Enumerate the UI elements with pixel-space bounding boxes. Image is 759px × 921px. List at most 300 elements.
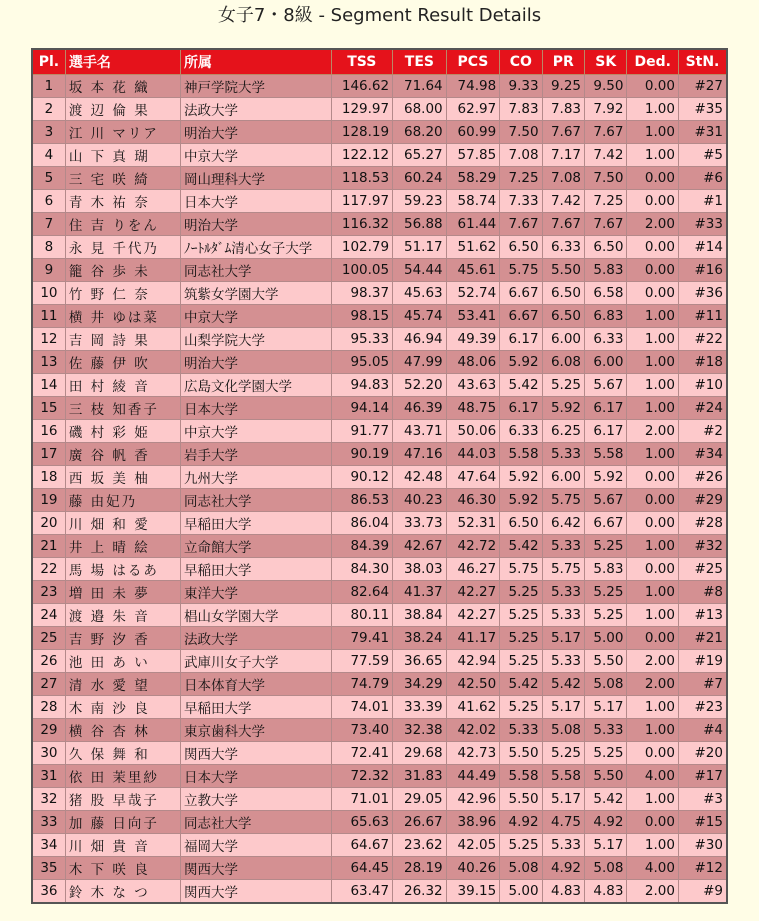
co-cell: 5.25 [500,834,542,857]
co-cell: 6.17 [500,328,542,351]
tss-cell: 98.37 [331,282,393,305]
skater-name-cell: 三 枝 知香子 [65,397,180,420]
col-header-affiliation: 所属 [180,49,331,75]
co-cell: 5.50 [500,742,542,765]
table-row [32,696,727,719]
tss-cell: 64.45 [331,857,393,880]
sk-cell: 6.33 [585,328,627,351]
co-cell: 6.33 [500,420,542,443]
place-cell: 14 [32,374,65,397]
pr-cell: 4.75 [542,811,584,834]
tss-cell: 129.97 [331,98,393,121]
table-row [32,673,727,696]
place-cell: 30 [32,742,65,765]
affiliation-cell: 広島文化学園大学 [180,374,331,397]
affiliation-cell: 明治大学 [180,121,331,144]
deductions-cell: 0.00 [627,167,679,190]
pr-cell: 6.08 [542,351,584,374]
co-cell: 5.58 [500,443,542,466]
place-cell: 4 [32,144,65,167]
table-row [32,627,727,650]
pr-cell: 5.08 [542,719,584,742]
deductions-cell: 1.00 [627,374,679,397]
place-cell: 12 [32,328,65,351]
tes-cell: 45.74 [393,305,447,328]
pr-cell: 7.67 [542,213,584,236]
co-cell: 5.42 [500,673,542,696]
co-cell: 7.67 [500,213,542,236]
sk-cell: 7.25 [585,190,627,213]
start-number-cell: #1 [678,190,727,213]
table-row [32,466,727,489]
deductions-cell: 1.00 [627,305,679,328]
start-number-cell: #26 [678,466,727,489]
tes-cell: 40.23 [393,489,447,512]
pr-cell: 5.33 [542,443,584,466]
start-number-cell: #18 [678,351,727,374]
co-cell: 5.75 [500,259,542,282]
start-number-cell: #2 [678,420,727,443]
skater-name-cell: 増 田 未 夢 [65,581,180,604]
pr-cell: 5.75 [542,489,584,512]
table-row [32,75,727,98]
table-row [32,397,727,420]
skater-name-cell: 久 保 舞 和 [65,742,180,765]
skater-name-cell: 清 水 愛 望 [65,673,180,696]
skater-name-cell: 木 下 咲 良 [65,857,180,880]
affiliation-cell: 武庫川女子大学 [180,650,331,673]
co-cell: 5.33 [500,719,542,742]
skater-name-cell: 青 木 祐 奈 [65,190,180,213]
affiliation-cell: 同志社大学 [180,489,331,512]
skater-name-cell: 渡 辺 倫 果 [65,98,180,121]
tes-cell: 33.39 [393,696,447,719]
pcs-cell: 44.03 [446,443,500,466]
skater-name-cell: 三 宅 咲 綺 [65,167,180,190]
start-number-cell: #35 [678,98,727,121]
deductions-cell: 1.00 [627,788,679,811]
affiliation-cell: 中京大学 [180,420,331,443]
pcs-cell: 46.30 [446,489,500,512]
table-row [32,834,727,857]
sk-cell: 4.92 [585,811,627,834]
pr-cell: 5.33 [542,604,584,627]
pcs-cell: 42.94 [446,650,500,673]
tes-cell: 52.20 [393,374,447,397]
pr-cell: 9.25 [542,75,584,98]
skater-name-cell: 竹 野 仁 奈 [65,282,180,305]
start-number-cell: #27 [678,75,727,98]
pcs-cell: 53.41 [446,305,500,328]
pcs-cell: 41.17 [446,627,500,650]
sk-cell: 7.92 [585,98,627,121]
co-cell: 6.50 [500,236,542,259]
tss-cell: 74.79 [331,673,393,696]
pcs-cell: 42.02 [446,719,500,742]
place-cell: 15 [32,397,65,420]
start-number-cell: #5 [678,144,727,167]
sk-cell: 5.83 [585,259,627,282]
deductions-cell: 1.00 [627,121,679,144]
affiliation-cell: 筑紫女学園大学 [180,282,331,305]
co-cell: 4.92 [500,811,542,834]
table-row [32,167,727,190]
pr-cell: 7.17 [542,144,584,167]
tss-cell: 73.40 [331,719,393,742]
tss-cell: 118.53 [331,167,393,190]
sk-cell: 5.42 [585,788,627,811]
co-cell: 5.50 [500,788,542,811]
affiliation-cell: 岡山理科大学 [180,167,331,190]
deductions-cell: 0.00 [627,466,679,489]
start-number-cell: #12 [678,857,727,880]
affiliation-cell: 関西大学 [180,880,331,904]
pcs-cell: 42.72 [446,535,500,558]
pr-cell: 6.00 [542,466,584,489]
deductions-cell: 1.00 [627,604,679,627]
table-row [32,98,727,121]
skater-name-cell: 加 藤 日向子 [65,811,180,834]
place-cell: 21 [32,535,65,558]
deductions-cell: 1.00 [627,397,679,420]
sk-cell: 6.17 [585,397,627,420]
place-cell: 22 [32,558,65,581]
skater-name-cell: 坂 本 花 織 [65,75,180,98]
tss-cell: 91.77 [331,420,393,443]
pcs-cell: 58.74 [446,190,500,213]
affiliation-cell: 九州大学 [180,466,331,489]
start-number-cell: #32 [678,535,727,558]
table-row [32,512,727,535]
table-row [32,719,727,742]
place-cell: 19 [32,489,65,512]
tss-cell: 86.04 [331,512,393,535]
pr-cell: 5.17 [542,788,584,811]
co-cell: 5.25 [500,650,542,673]
co-cell: 6.67 [500,305,542,328]
deductions-cell: 0.00 [627,811,679,834]
place-cell: 2 [32,98,65,121]
pr-cell: 6.33 [542,236,584,259]
pcs-cell: 44.49 [446,765,500,788]
start-number-cell: #9 [678,880,727,904]
table-row [32,420,727,443]
place-cell: 29 [32,719,65,742]
col-header-skater-name: 選手名 [65,49,180,75]
deductions-cell: 2.00 [627,420,679,443]
deductions-cell: 0.00 [627,282,679,305]
place-cell: 18 [32,466,65,489]
sk-cell: 5.08 [585,857,627,880]
skater-name-cell: 井 上 晴 絵 [65,535,180,558]
deductions-cell: 1.00 [627,535,679,558]
pcs-cell: 62.97 [446,98,500,121]
start-number-cell: #22 [678,328,727,351]
place-cell: 28 [32,696,65,719]
skater-name-cell: 池 田 あ い [65,650,180,673]
affiliation-cell: 明治大学 [180,351,331,374]
tss-cell: 84.39 [331,535,393,558]
pr-cell: 5.33 [542,535,584,558]
co-cell: 5.42 [500,374,542,397]
tes-cell: 36.65 [393,650,447,673]
pcs-cell: 39.15 [446,880,500,904]
tss-cell: 80.11 [331,604,393,627]
tss-cell: 100.05 [331,259,393,282]
tes-cell: 45.63 [393,282,447,305]
start-number-cell: #14 [678,236,727,259]
tss-cell: 98.15 [331,305,393,328]
start-number-cell: #34 [678,443,727,466]
place-cell: 5 [32,167,65,190]
deductions-cell: 1.00 [627,328,679,351]
sk-cell: 6.17 [585,420,627,443]
co-cell: 6.67 [500,282,542,305]
pr-cell: 5.17 [542,696,584,719]
start-number-cell: #23 [678,696,727,719]
sk-cell: 6.50 [585,236,627,259]
sk-cell: 5.33 [585,719,627,742]
pcs-cell: 45.61 [446,259,500,282]
deductions-cell: 2.00 [627,880,679,904]
affiliation-cell: 日本体育大学 [180,673,331,696]
start-number-cell: #25 [678,558,727,581]
skater-name-cell: 木 南 沙 良 [65,696,180,719]
pr-cell: 4.92 [542,857,584,880]
place-cell: 23 [32,581,65,604]
co-cell: 5.25 [500,696,542,719]
tss-cell: 72.41 [331,742,393,765]
affiliation-cell: 立命館大学 [180,535,331,558]
tes-cell: 60.24 [393,167,447,190]
place-cell: 20 [32,512,65,535]
skater-name-cell: 吉 岡 詩 果 [65,328,180,351]
tss-cell: 95.05 [331,351,393,374]
sk-cell: 6.58 [585,282,627,305]
co-cell: 6.17 [500,397,542,420]
deductions-cell: 1.00 [627,351,679,374]
co-cell: 9.33 [500,75,542,98]
col-header-deductions: Ded. [627,49,679,75]
pcs-cell: 61.44 [446,213,500,236]
deductions-cell: 0.00 [627,190,679,213]
skater-name-cell: 依 田 茉里紗 [65,765,180,788]
skater-name-cell: 鈴 木 な つ [65,880,180,904]
sk-cell: 9.50 [585,75,627,98]
start-number-cell: #29 [678,489,727,512]
pr-cell: 7.42 [542,190,584,213]
start-number-cell: #30 [678,834,727,857]
affiliation-cell: 椙山女学園大学 [180,604,331,627]
co-cell: 6.50 [500,512,542,535]
pcs-cell: 60.99 [446,121,500,144]
pr-cell: 5.50 [542,259,584,282]
tes-cell: 54.44 [393,259,447,282]
co-cell: 7.50 [500,121,542,144]
pcs-cell: 47.64 [446,466,500,489]
co-cell: 5.92 [500,351,542,374]
table-row [32,190,727,213]
co-cell: 5.25 [500,604,542,627]
tes-cell: 38.24 [393,627,447,650]
affiliation-cell: 法政大学 [180,98,331,121]
deductions-cell: 2.00 [627,673,679,696]
place-cell: 3 [32,121,65,144]
tss-cell: 74.01 [331,696,393,719]
pr-cell: 5.33 [542,834,584,857]
affiliation-cell: 立教大学 [180,788,331,811]
tes-cell: 59.23 [393,190,447,213]
sk-cell: 5.25 [585,604,627,627]
start-number-cell: #10 [678,374,727,397]
tes-cell: 34.29 [393,673,447,696]
table-row [32,604,727,627]
start-number-cell: #11 [678,305,727,328]
pr-cell: 6.50 [542,305,584,328]
pcs-cell: 58.29 [446,167,500,190]
start-number-cell: #21 [678,627,727,650]
tss-cell: 90.19 [331,443,393,466]
place-cell: 13 [32,351,65,374]
pcs-cell: 42.73 [446,742,500,765]
results-table [31,48,728,904]
tss-cell: 94.14 [331,397,393,420]
co-cell: 7.08 [500,144,542,167]
place-cell: 9 [32,259,65,282]
pcs-cell: 41.62 [446,696,500,719]
table-row [32,282,727,305]
sk-cell: 6.83 [585,305,627,328]
col-header-tes: TES [393,49,447,75]
tss-cell: 64.67 [331,834,393,857]
sk-cell: 4.83 [585,880,627,904]
pcs-cell: 43.63 [446,374,500,397]
place-cell: 33 [32,811,65,834]
affiliation-cell: 法政大学 [180,627,331,650]
tss-cell: 94.83 [331,374,393,397]
co-cell: 5.25 [500,581,542,604]
pcs-cell: 48.75 [446,397,500,420]
tes-cell: 29.68 [393,742,447,765]
deductions-cell: 0.00 [627,75,679,98]
tes-cell: 51.17 [393,236,447,259]
skater-name-cell: 渡 邉 朱 音 [65,604,180,627]
table-row [32,259,727,282]
start-number-cell: #4 [678,719,727,742]
affiliation-cell: 東京歯科大学 [180,719,331,742]
deductions-cell: 1.00 [627,581,679,604]
place-cell: 26 [32,650,65,673]
tss-cell: 86.53 [331,489,393,512]
pr-cell: 5.58 [542,765,584,788]
deductions-cell: 2.00 [627,650,679,673]
table-row [32,765,727,788]
deductions-cell: 1.00 [627,834,679,857]
results-body [32,75,727,904]
tss-cell: 128.19 [331,121,393,144]
place-cell: 6 [32,190,65,213]
skater-name-cell: 廣 谷 帆 香 [65,443,180,466]
place-cell: 7 [32,213,65,236]
tes-cell: 28.19 [393,857,447,880]
tss-cell: 71.01 [331,788,393,811]
tes-cell: 71.64 [393,75,447,98]
affiliation-cell: 早稲田大学 [180,696,331,719]
table-row [32,650,727,673]
deductions-cell: 0.00 [627,236,679,259]
start-number-cell: #16 [678,259,727,282]
sk-cell: 5.25 [585,742,627,765]
deductions-cell: 0.00 [627,742,679,765]
place-cell: 32 [32,788,65,811]
skater-name-cell: 藤 由妃乃 [65,489,180,512]
start-number-cell: #6 [678,167,727,190]
pr-cell: 7.83 [542,98,584,121]
place-cell: 31 [32,765,65,788]
skater-name-cell: 佐 藤 伊 吹 [65,351,180,374]
tss-cell: 116.32 [331,213,393,236]
affiliation-cell: 東洋大学 [180,581,331,604]
col-header-start-number: StN. [678,49,727,75]
table-row [32,328,727,351]
place-cell: 27 [32,673,65,696]
table-row [32,489,727,512]
tes-cell: 68.20 [393,121,447,144]
affiliation-cell: 日本大学 [180,190,331,213]
skater-name-cell: 住 吉 りをん [65,213,180,236]
skater-name-cell: 永 見 千代乃 [65,236,180,259]
sk-cell: 7.42 [585,144,627,167]
sk-cell: 5.92 [585,466,627,489]
co-cell: 5.92 [500,466,542,489]
sk-cell: 5.17 [585,834,627,857]
table-row [32,581,727,604]
deductions-cell: 1.00 [627,696,679,719]
table-row [32,811,727,834]
start-number-cell: #8 [678,581,727,604]
tes-cell: 56.88 [393,213,447,236]
pcs-cell: 42.50 [446,673,500,696]
pr-cell: 7.67 [542,121,584,144]
pcs-cell: 52.74 [446,282,500,305]
table-row [32,880,727,904]
tes-cell: 41.37 [393,581,447,604]
co-cell: 7.83 [500,98,542,121]
tes-cell: 33.73 [393,512,447,535]
start-number-cell: #31 [678,121,727,144]
tes-cell: 42.67 [393,535,447,558]
table-row [32,742,727,765]
col-header-pcs: PCS [446,49,500,75]
place-cell: 24 [32,604,65,627]
co-cell: 5.92 [500,489,542,512]
tes-cell: 32.38 [393,719,447,742]
table-row [32,857,727,880]
tes-cell: 47.99 [393,351,447,374]
pr-cell: 6.25 [542,420,584,443]
affiliation-cell: 福岡大学 [180,834,331,857]
tes-cell: 42.48 [393,466,447,489]
pr-cell: 6.50 [542,282,584,305]
affiliation-cell: 中京大学 [180,144,331,167]
place-cell: 1 [32,75,65,98]
tss-cell: 84.30 [331,558,393,581]
pcs-cell: 42.27 [446,581,500,604]
pcs-cell: 42.27 [446,604,500,627]
place-cell: 25 [32,627,65,650]
skater-name-cell: 籠 谷 歩 未 [65,259,180,282]
pr-cell: 4.83 [542,880,584,904]
